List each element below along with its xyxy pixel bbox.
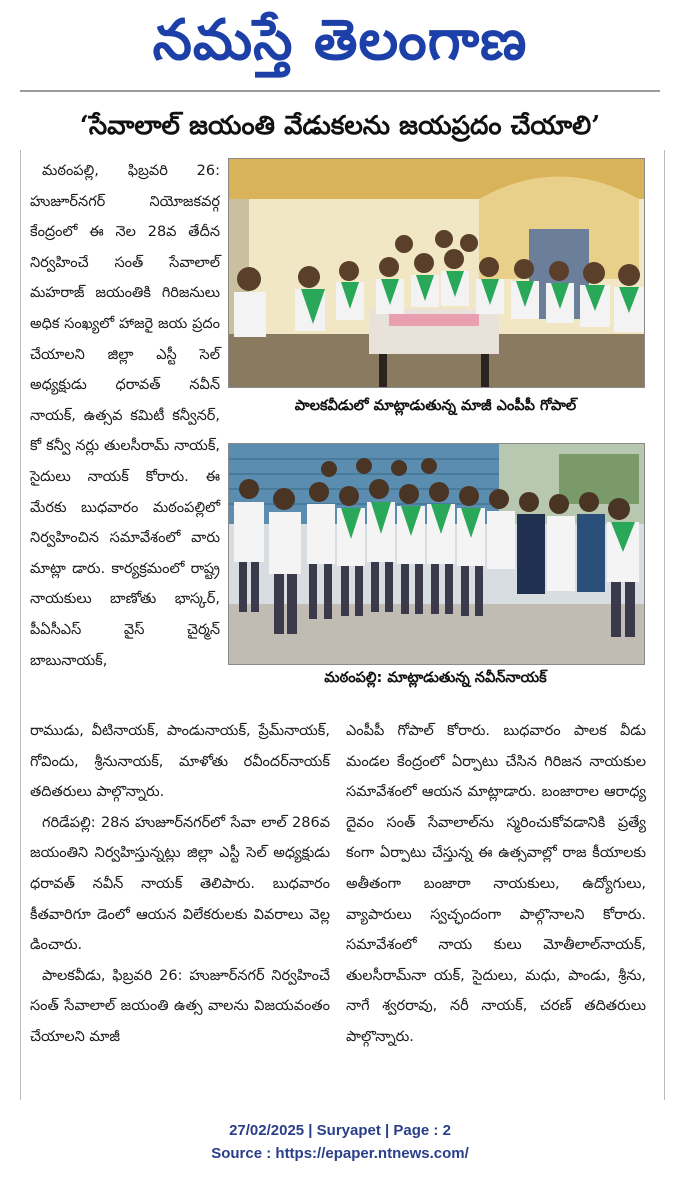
- meeting-photo: [228, 158, 645, 388]
- gathering-photo: [228, 443, 645, 665]
- article-paragraph: ఎంపీపీ గోపాల్ కోరారు. బుధవారం పాలక వీడు మండల కేంద్రంలో ఏర్పాటు చేసిన గిరిజన నాయకుల సమావేశంలో ఆయన మాట్లాడారు. బంజారాల ఆరాధ్య దైవం సంత్ సేవాలాల్‌ను స్మరించుకోవడానికి ప్రత్యే కంగా ఏర్పాటు చేస్తున్న ఈ ఉత్సవాల్లో రాజ కీయాలకు అతీతంగా బంజారా నాయకులు, ఉద్యోగులు, వ్యాపారులు స్వచ్ఛందంగా పాల్గొనాలని కోరారు. సమావేశంలో నాయ కులు మోతీలాల్‌నాయక్, తులసీరామ్‌నా యక్, సైదులు, మధు, పాండు, శ్రీను, నాగే శ్వరరావు, నరీ నాయక్, చరణ్ తదితరులు పాల్గొన్నారు.: [346, 723, 646, 1045]
- article-headline: ‘సేవాలాల్ జయంతి వేడుకలను జయప్రదం చేయాలి’: [79, 111, 601, 141]
- article-column-left: [30, 156, 220, 676]
- photo-caption: పాలకవీడులో మాట్లాడుతున్న మాజీ ఎంపీపీ గోపాల్: [294, 398, 577, 414]
- article-paragraph: మఠంపల్లి, ఫిబ్రవరి 26: హుజూర్‌నగర్ నియోజకవర్గ కేంద్రంలో ఈ నెల 28వ తేదీన నిర్వహించే సంత్ సేవాలాల్ మహరాజ్ జయంతికి గిరిజనులు అధిక సంఖ్యలో హాజరై జయ ప్రదం చేయాలని జిల్లా ఎస్టీ సెల్ అధ్యక్షుడు ధరావత్ నవీన్ నాయక్, ఉత్సవ కమిటీ కన్వీనర్, కో కన్వీ నర్లు తులసీరామ్ నాయక్, సైదులు నాయక్ కోరారు. ఈ మేరకు బుధవారం మఠంపల్లిలో నిర్వహించిన సమావేశంలో వారు మాట్లా డారు. కార్యక్రమంలో రాష్ట్ర నాయకులు బాణోతు భాస్కర్, పీఏసీఎస్ వైస్ చైర్మన్ బాబునాయక్,: [30, 163, 220, 669]
- newspaper-logo: నమస్తే తెలంగాణ: [152, 8, 528, 73]
- left-border: [20, 150, 21, 1100]
- article-column-bottom-right: [346, 716, 646, 1053]
- article-paragraph: గరిడేపల్లి: 28న హుజూర్‌నగర్‌లో సేవా లాల్ 286వ జయంతిని నిర్వహిస్తున్నట్లు జిల్లా ఎస్టీ సెల్ అధ్యక్షుడు ధరావత్ నవీన్ నాయక్ తెలిపారు. బుధవారం కీతవారిగూ డెంలో ఆయన విలేకరులకు వివరాలు వెల్ల డించారు.: [30, 814, 330, 954]
- right-border: [664, 150, 665, 1100]
- article-paragraph: పాలకవీడు, ఫిబ్రవరి 26: హుజూర్‌నగర్ నిర్వహించే సంత్ సేవాలాల్ జయంతి ఉత్స వాలను విజయవంతం చేయాలని మాజీ: [30, 967, 330, 1045]
- masthead: [0, 0, 680, 90]
- masthead-divider: [20, 90, 660, 92]
- article-column-bottom-left: [30, 716, 330, 1053]
- photo-caption: మఠంపల్లి: మాట్లాడుతున్న నవీన్‌నాయక్: [324, 670, 547, 686]
- article-paragraph: రాముడు, వీటినాయక్, పాండునాయక్, ప్రేమ్‌నాయక్, గోవిందు, శ్రీనునాయక్, మాళోతు రవీందర్‌నాయక్ తదితరులు పాల్గొన్నారు.: [30, 723, 330, 801]
- footer-source-line: Source : https://epaper.ntnews.com/: [211, 1145, 469, 1162]
- footer-date-line: 27/02/2025 | Suryapet | Page : 2: [229, 1122, 451, 1139]
